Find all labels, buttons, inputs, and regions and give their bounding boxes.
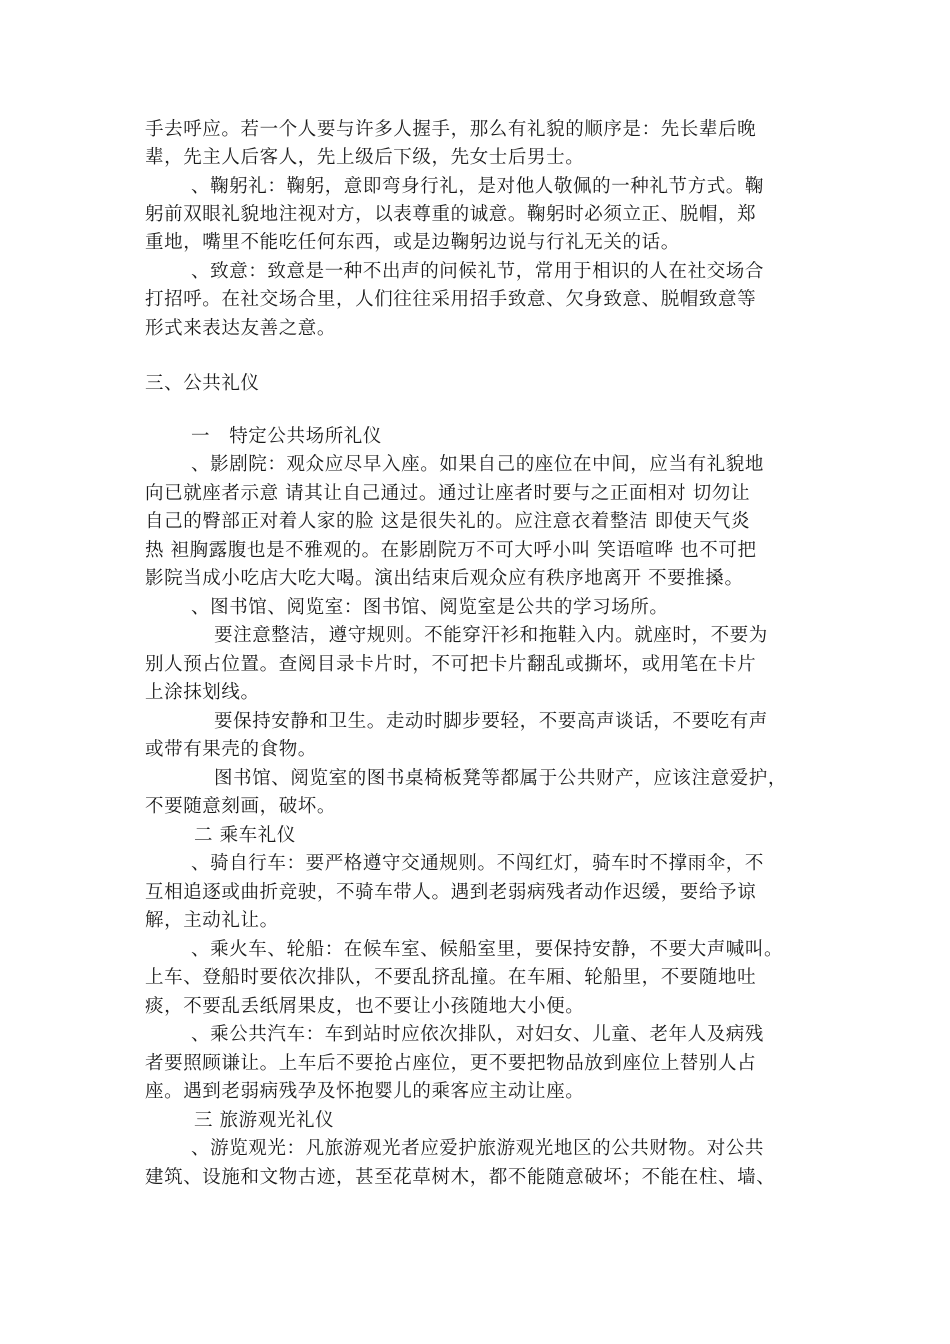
text-line: 辈，先主人后客人，先上级后下级，先女士后男士。 bbox=[145, 147, 585, 168]
text-line: 热 袒胸露腹也是不雅观的。在影剧院万不可大呼小叫 笑语喧哗 也不可把 bbox=[145, 540, 757, 561]
text-line: 痰，不要乱丢纸屑果皮，也不要让小孩随地大小便。 bbox=[145, 996, 585, 1017]
text-line: 手去呼应。若一个人要与许多人握手，那么有礼貌的顺序是：先长辈后晚 bbox=[145, 119, 757, 140]
text-line: 打招呼。在社交场合里，人们往往采用招手致意、欠身致意、脱帽致意等 bbox=[145, 289, 757, 310]
subsection-heading: 三 旅游观光礼仪 bbox=[194, 1110, 335, 1131]
text-line: 者要照顾谦让。上车后不要抢占座位，更不要把物品放到座位上替别人占 bbox=[145, 1053, 757, 1074]
text-line: 、鞠躬礼：鞠躬，意即弯身行礼，是对他人敬佩的一种礼节方式。鞠 bbox=[191, 176, 765, 197]
text-line: 座。遇到老弱病残孕及怀抱婴儿的乘客应主动让座。 bbox=[145, 1081, 585, 1102]
text-line: 向已就座者示意 请其让自己通过。通过让座者时要与之正面相对 切勿让 bbox=[145, 483, 751, 504]
text-line: 或带有果壳的食物。 bbox=[145, 739, 317, 760]
text-line: 建筑、设施和文物古迹，甚至花草树木，都不能随意破坏；不能在柱、墙、 bbox=[145, 1167, 776, 1188]
section-heading: 三、公共礼仪 bbox=[145, 373, 260, 394]
text-line: 、游览观光：凡旅游观光者应爱护旅游观光地区的公共财物。对公共 bbox=[191, 1138, 765, 1159]
text-line: 要注意整洁，遵守规则。不能穿汗衫和拖鞋入内。就座时，不要为 bbox=[214, 625, 768, 646]
text-line: 、骑自行车：要严格遵守交通规则。不闯红灯，骑车时不撑雨伞，不 bbox=[191, 853, 765, 874]
text-line: 要保持安静和卫生。走动时脚步要轻，不要高声谈话，不要吃有声 bbox=[214, 711, 768, 732]
text-line: 不要随意刻画，破坏。 bbox=[145, 796, 337, 817]
subsection-heading: 二 乘车礼仪 bbox=[194, 825, 296, 846]
text-line: 自己的臀部正对着人家的脸 这是很失礼的。应注意衣着整洁 即使天气炎 bbox=[145, 511, 751, 532]
text-line: 、图书馆、阅览室：图书馆、阅览室是公共的学习场所。 bbox=[191, 597, 669, 618]
text-line: 躬前双眼礼貌地注视对方，以表尊重的诚意。鞠躬时必须立正、脱帽，郑 bbox=[145, 204, 757, 225]
text-line: 重地，嘴里不能吃任何东西，或是边鞠躬边说与行礼无关的话。 bbox=[145, 232, 680, 253]
text-line: 别人预占位置。查阅目录卡片时，不可把卡片翻乱或撕坏，或用笔在卡片 bbox=[145, 654, 757, 675]
text-line: 形式来表达友善之意。 bbox=[145, 318, 337, 339]
text-line: 影院当成小吃店大吃大喝。演出结束后观众应有秩序地离开 不要推搡。 bbox=[145, 568, 744, 589]
text-line: 上车、登船时要依次排队，不要乱挤乱撞。在车厢、轮船里，不要随地吐 bbox=[145, 967, 757, 988]
text-line: 解，主动礼让。 bbox=[145, 910, 279, 931]
subsection-heading: 一 特定公共场所礼仪 bbox=[191, 426, 383, 447]
text-line: 图书馆、阅览室的图书桌椅板凳等都属于公共财产，应该注意爱护， bbox=[214, 768, 788, 789]
text-line: 、影剧院：观众应尽早入座。如果自己的座位在中间，应当有礼貌地 bbox=[191, 454, 765, 475]
text-line: 、乘公共汽车：车到站时应依次排队，对妇女、儿童、老年人及病残 bbox=[191, 1024, 765, 1045]
text-line: 、致意：致意是一种不出声的问候礼节，常用于相识的人在社交场合 bbox=[191, 261, 765, 282]
text-line: 互相追逐或曲折竞驶，不骑车带人。遇到老弱病残者动作迟缓，要给予谅 bbox=[145, 882, 757, 903]
text-line: 、乘火车、轮船：在候车室、候船室里，要保持安静，不要大声喊叫。 bbox=[191, 939, 784, 960]
text-line: 上涂抹划线。 bbox=[145, 682, 260, 703]
